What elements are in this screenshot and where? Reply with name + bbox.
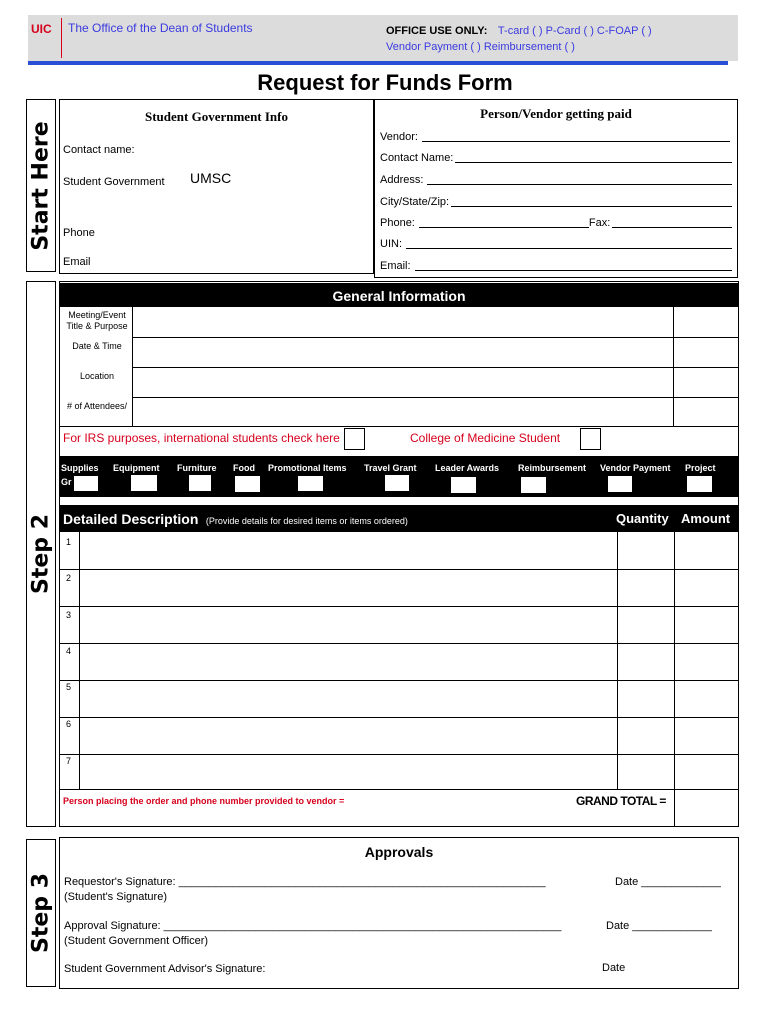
requestor-signature-line[interactable]: Requestor's Signature: ____________________________________________________________	[64, 876, 546, 888]
com-text: College of Medicine Student	[410, 431, 561, 445]
meeting-title-label: Meeting/Event Title & Purpose	[66, 310, 128, 331]
category-furniture: Furniture	[177, 463, 217, 473]
attendees-label: # of Attendees/	[66, 401, 128, 411]
vendor-city-label: City/State/Zip:	[380, 196, 450, 208]
step-2-tab	[26, 281, 56, 827]
gen-row-line-4	[59, 426, 739, 427]
detail-heading-row	[63, 511, 408, 529]
detail-amount-divider	[674, 532, 675, 790]
vendor-phone-field[interactable]	[380, 217, 732, 229]
vendor-uin-label: UIN:	[380, 238, 402, 250]
detail-row-number: 5	[66, 682, 72, 692]
detail-bar	[59, 505, 739, 532]
office-name: The Office of the Dean of Students	[68, 21, 253, 35]
category-reimbursement: Reimbursement	[518, 463, 587, 473]
category-vendor-payment: Vendor Payment	[600, 463, 671, 473]
approvals-heading: Approvals	[364, 844, 434, 860]
vendor-address-line[interactable]	[427, 174, 732, 185]
person-placing-label: Person placing the order and phone number provided to vendor =	[63, 796, 345, 806]
vendor-fax-label: Fax:	[588, 217, 611, 229]
food-checkbox[interactable]	[234, 475, 261, 493]
detail-row-number: 4	[66, 646, 72, 656]
furniture-checkbox[interactable]	[188, 474, 212, 492]
project-checkbox[interactable]	[686, 475, 713, 493]
vendor-line[interactable]	[422, 131, 730, 142]
vendor-city-field[interactable]	[380, 196, 732, 208]
approval-signature-line[interactable]: Approval Signature: _________________________________________________________________	[64, 920, 562, 932]
detail-row-number: 6	[66, 719, 72, 729]
category-gr-label: Gr	[61, 477, 72, 487]
detail-row-line-6	[59, 754, 739, 755]
detail-row-line-2	[59, 606, 739, 607]
email-label[interactable]: Email	[63, 256, 91, 268]
header-divider	[61, 18, 62, 58]
advisor-signature-label[interactable]: Student Government Advisor's Signature:	[64, 963, 266, 975]
requestor-date[interactable]: Date _____________	[615, 876, 721, 888]
com-checkbox[interactable]	[580, 428, 601, 450]
irs-text: For IRS purposes, international students check here	[63, 431, 340, 445]
vendor-uin-field[interactable]	[380, 238, 732, 250]
detail-row-number: 3	[66, 610, 72, 620]
category-project: Project	[685, 463, 716, 473]
vendor-address-field[interactable]	[380, 174, 732, 186]
vendor-phone-line[interactable]	[419, 217, 589, 228]
approval-date[interactable]: Date _____________	[606, 920, 712, 932]
grand-total-label: GRAND TOTAL =	[576, 794, 666, 808]
category-equipment: Equipment	[113, 463, 160, 473]
vendor-phone-label: Phone:	[380, 217, 415, 229]
location-input[interactable]	[133, 368, 672, 396]
detail-heading: Detailed Description	[63, 511, 199, 527]
office-use-options-1: T-card ( ) P-Card ( ) C-FOAP ( )	[497, 25, 652, 37]
detail-row-line-5	[59, 717, 739, 718]
phone-label[interactable]: Phone	[63, 227, 95, 239]
advisor-date[interactable]: Date	[602, 962, 626, 974]
form-title: Request for Funds Form	[257, 70, 513, 95]
amount-header: Amount	[681, 511, 731, 526]
vendor-email-field[interactable]	[380, 260, 732, 272]
category-supplies: Supplies	[61, 463, 99, 473]
category-travel-grant: Travel Grant	[364, 463, 417, 473]
supplies-checkbox[interactable]	[73, 475, 99, 492]
detail-row-number: 2	[66, 573, 72, 583]
detail-row-line-3	[59, 643, 739, 644]
office-use-options-2: Vendor Payment ( ) Reimbursement ( )	[386, 41, 575, 53]
detail-row-line-4	[59, 680, 739, 681]
vendor-contact-field[interactable]	[380, 152, 732, 164]
detail-num-divider	[79, 532, 80, 790]
leader-awards-checkbox[interactable]	[450, 476, 477, 494]
general-info-heading: General Information	[332, 288, 466, 304]
approvals-box	[59, 837, 739, 989]
approval-signature-sub: (Student Government Officer)	[64, 935, 209, 947]
travel-grant-checkbox[interactable]	[384, 474, 410, 492]
uic-logo-text: UIC	[31, 22, 52, 36]
vendor-address-label: Address:	[380, 174, 424, 186]
contact-name-label[interactable]: Contact name:	[63, 144, 135, 156]
step-3-tab	[26, 839, 56, 987]
student-gov-heading: Student Government Info	[144, 109, 288, 124]
detail-table	[59, 532, 739, 790]
detail-hint: (Provide details for desired items or items ordered)	[205, 516, 408, 526]
meeting-title-input[interactable]	[133, 308, 672, 336]
detail-row-line-1	[59, 569, 739, 570]
step-start-label: Start Here	[28, 120, 54, 251]
date-time-label: Date & Time	[72, 341, 122, 351]
vendor-box	[374, 99, 738, 278]
step-2-label: Step 2	[28, 514, 54, 594]
category-leader-awards: Leader Awards	[435, 463, 500, 473]
vendor-contact-label: Contact Name:	[380, 152, 454, 164]
date-time-input[interactable]	[133, 338, 672, 366]
irs-checkbox[interactable]	[344, 428, 365, 450]
attendees-input[interactable]	[133, 398, 672, 426]
reimbursement-checkbox[interactable]	[520, 476, 547, 494]
vendor-email-label: Email:	[380, 260, 411, 272]
vendor-city-line[interactable]	[451, 196, 732, 207]
detail-qty-divider	[617, 532, 618, 790]
general-info-table	[59, 307, 739, 427]
office-use-label: OFFICE USE ONLY:	[386, 25, 488, 37]
step-start-tab	[26, 99, 56, 272]
category-promotional: Promotional Items	[268, 463, 347, 473]
promotional-checkbox[interactable]	[297, 475, 324, 492]
detail-row-line-7	[59, 789, 739, 790]
step-3-label: Step 3	[28, 873, 54, 953]
equipment-checkbox[interactable]	[130, 474, 158, 492]
detail-row-number: 7	[66, 756, 72, 766]
student-gov-value[interactable]: UMSC	[190, 170, 232, 186]
detail-row-number: 1	[66, 537, 72, 547]
vendor-contact-line[interactable]	[455, 152, 732, 163]
student-gov-box	[59, 99, 374, 274]
general-info-bar	[59, 283, 739, 307]
vendor-payment-checkbox[interactable]	[607, 475, 633, 493]
grand-total-input[interactable]	[675, 791, 738, 826]
office-use-line-1	[386, 21, 652, 39]
vendor-label: Vendor:	[380, 131, 418, 143]
vendor-heading: Person/Vendor getting paid	[480, 106, 632, 121]
student-gov-label: Student Government	[63, 176, 165, 188]
header-rule	[28, 61, 728, 65]
location-label: Location	[79, 371, 115, 381]
vendor-field[interactable]	[380, 131, 730, 143]
vendor-email-line[interactable]	[415, 260, 732, 271]
vendor-fax-line[interactable]	[612, 217, 732, 228]
requestor-signature-sub: (Student's Signature)	[64, 891, 167, 903]
vendor-uin-line[interactable]	[406, 238, 732, 249]
category-food: Food	[233, 463, 255, 473]
category-bar	[59, 456, 739, 497]
quantity-header: Quantity	[616, 511, 669, 526]
